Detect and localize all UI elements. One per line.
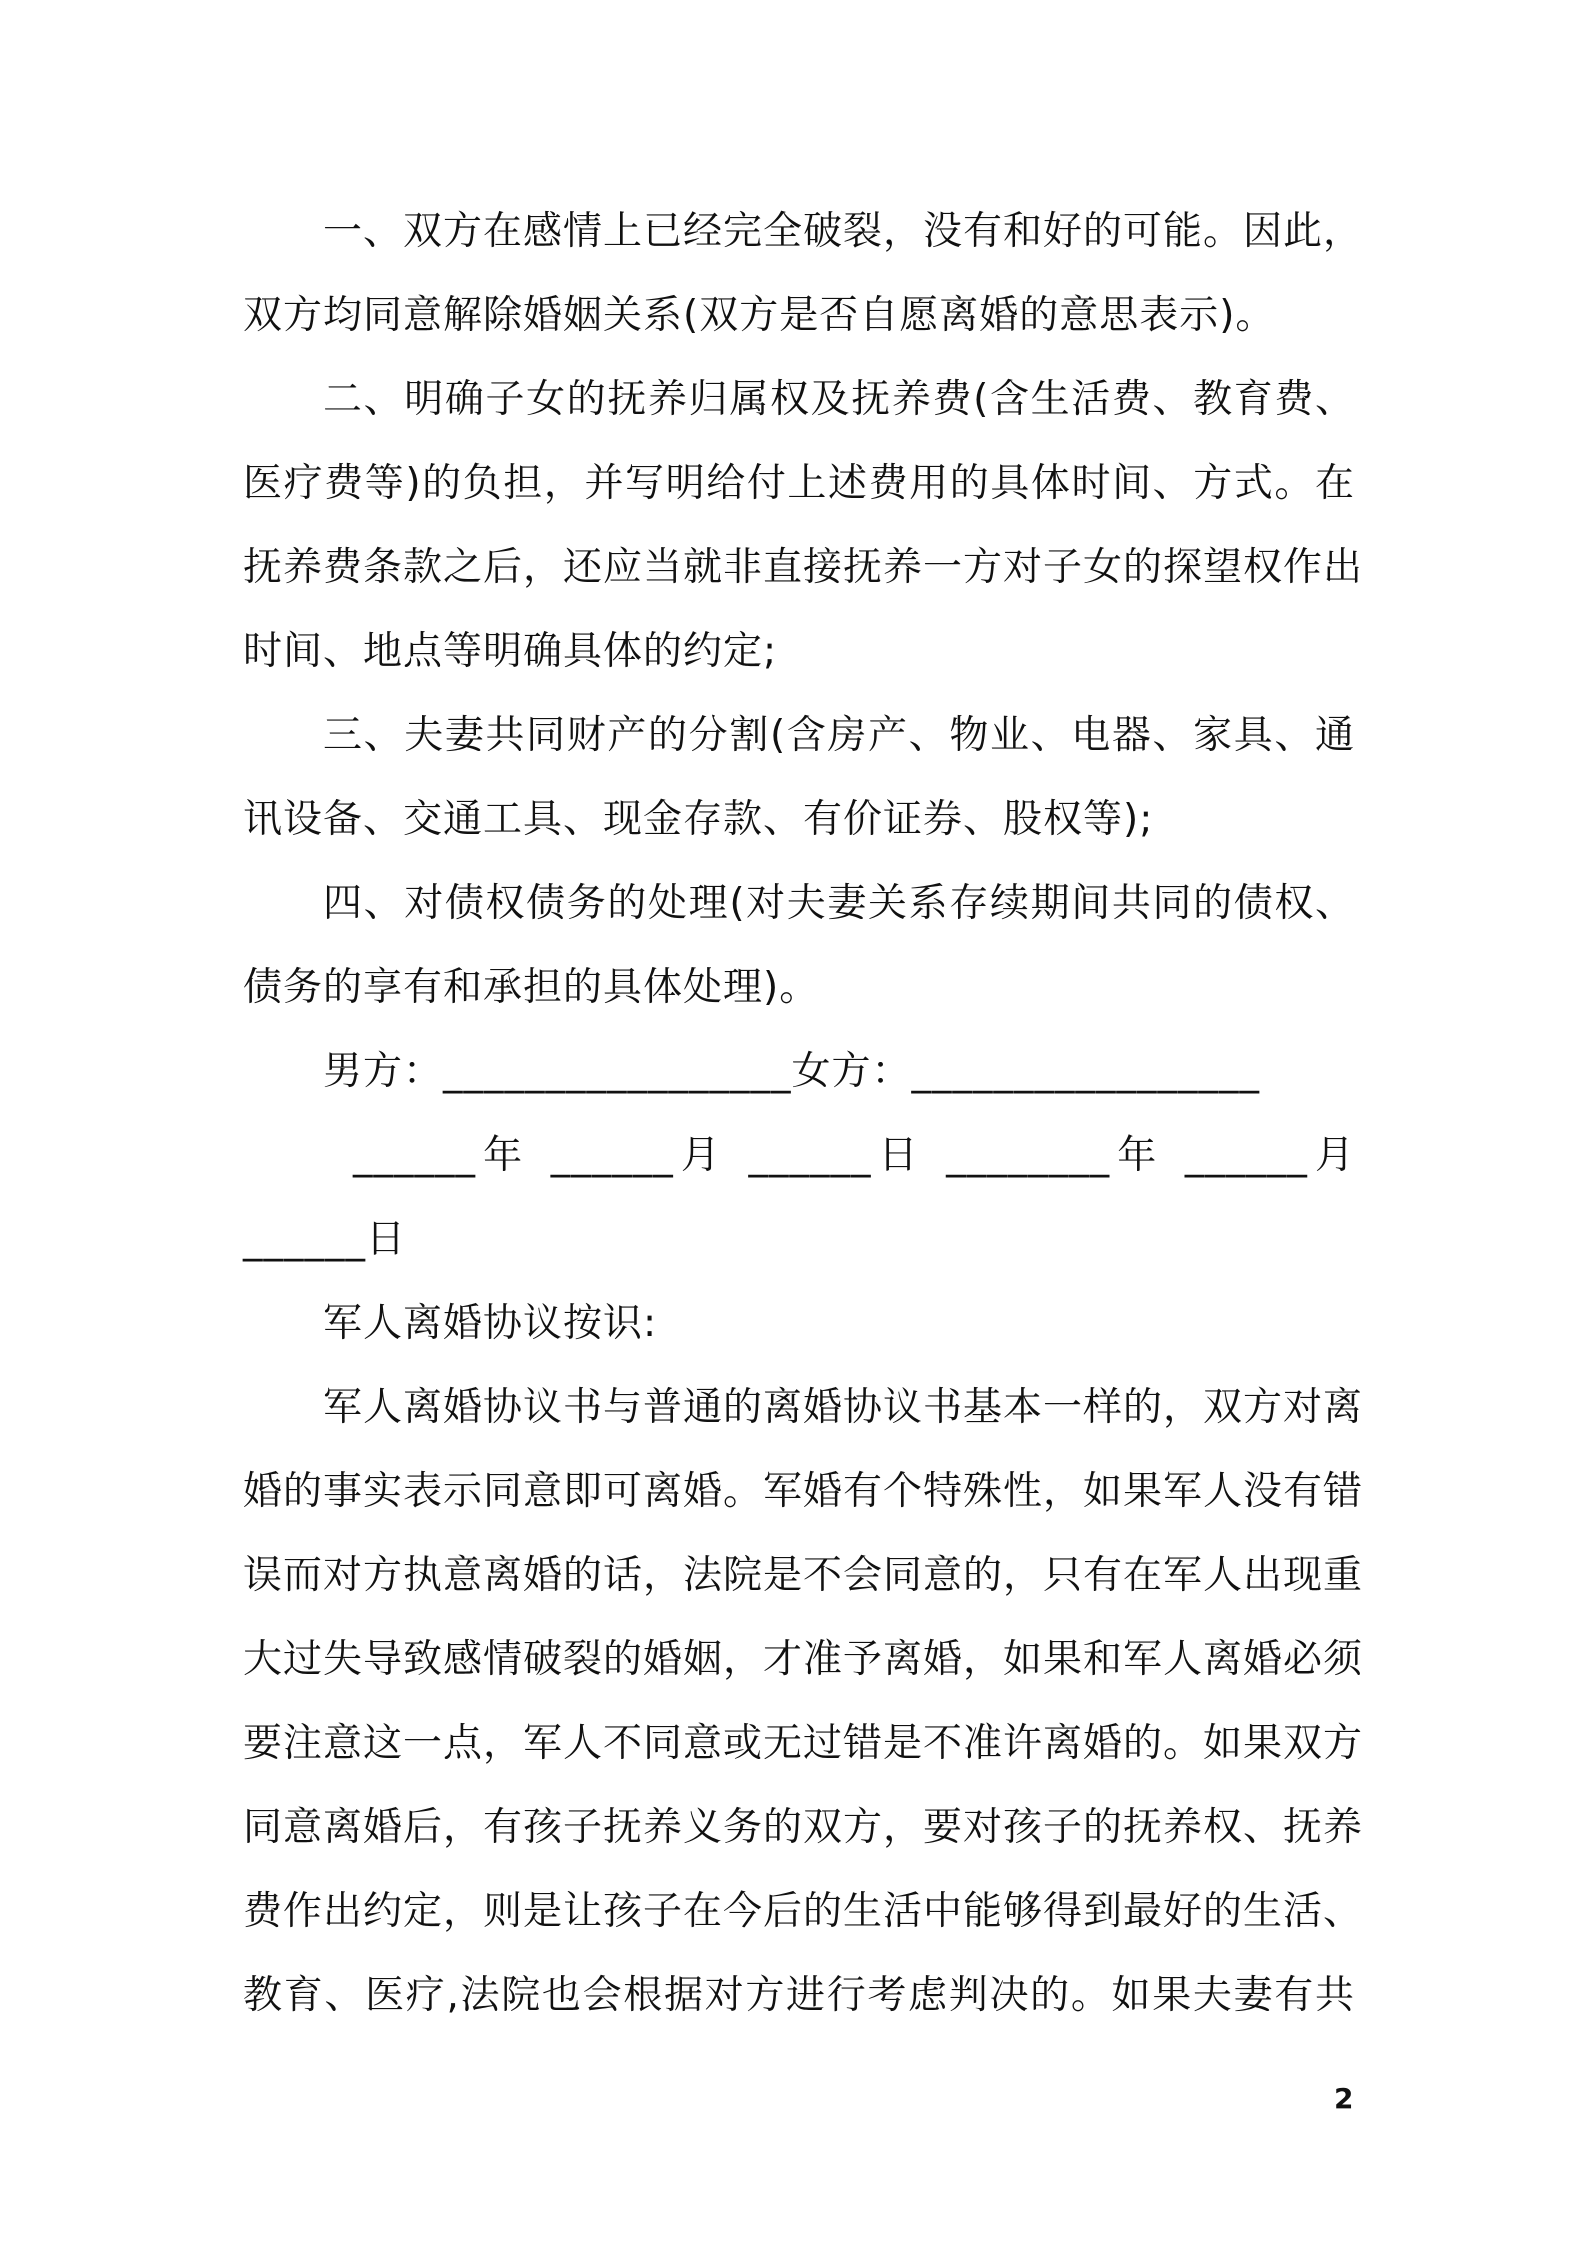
paragraph-line: 要注意这一点，军人不同意或无过错是不准许离婚的。如果双方 xyxy=(243,1721,1364,1766)
signature-line: 男方：_________________女方：_________________ xyxy=(323,1049,1261,1094)
page-number: 2 xyxy=(1334,2082,1354,2115)
paragraph-line: 大过失导致感情破裂的婚姻，才准予离婚，如果和军人离婚必须 xyxy=(243,1637,1364,1682)
paragraph-line: 教育、医疗,法院也会根据对方进行考虑判决的。如果夫妻有共 xyxy=(243,1973,1355,2018)
paragraph-line: 抚养费条款之后，还应当就非直接抚养一方对子女的探望权作出 xyxy=(243,545,1364,590)
paragraph-line: 一、双方在感情上已经完全破裂，没有和好的可能。因此， xyxy=(323,209,1364,254)
paragraph-line: 军人离婚协议书与普通的离婚协议书基本一样的，双方对离 xyxy=(323,1385,1364,1430)
document-body xyxy=(243,190,1364,2038)
date-line: ______日 xyxy=(243,1217,407,1262)
paragraph-line: 三、夫妻共同财产的分割(含房产、物业、电器、家具、通 xyxy=(323,713,1355,758)
paragraph-line: 讯设备、交通工具、现金存款、有价证券、股权等); xyxy=(243,797,1154,842)
paragraph-line: 债务的享有和承担的具体处理)。 xyxy=(243,965,820,1010)
paragraph-line: 四、对债权债务的处理(对夫妻关系存续期间共同的债权、 xyxy=(323,881,1355,926)
paragraph-line: 婚的事实表示同意即可离婚。军婚有个特殊性，如果军人没有错 xyxy=(243,1469,1364,1514)
date-line: ______年 ______月 ______日 ________年 ______月 xyxy=(353,1133,1355,1178)
paragraph-line: 误而对方执意离婚的话，法院是不会同意的，只有在军人出现重 xyxy=(243,1553,1364,1598)
section-heading: 军人离婚协议按识: xyxy=(323,1301,658,1346)
paragraph-line: 双方均同意解除婚姻关系(双方是否自愿离婚的意思表示)。 xyxy=(243,293,1276,338)
paragraph-line: 二、明确子女的抚养归属权及抚养费(含生活费、教育费、 xyxy=(323,377,1355,422)
paragraph-line: 费作出约定，则是让孩子在今后的生活中能够得到最好的生活、 xyxy=(243,1889,1364,1934)
paragraph-line: 同意离婚后，有孩子抚养义务的双方，要对孩子的抚养权、抚养 xyxy=(243,1805,1364,1850)
paragraph-line: 医疗费等)的负担，并写明给付上述费用的具体时间、方式。在 xyxy=(243,461,1355,506)
paragraph-line: 时间、地点等明确具体的约定; xyxy=(243,629,778,674)
